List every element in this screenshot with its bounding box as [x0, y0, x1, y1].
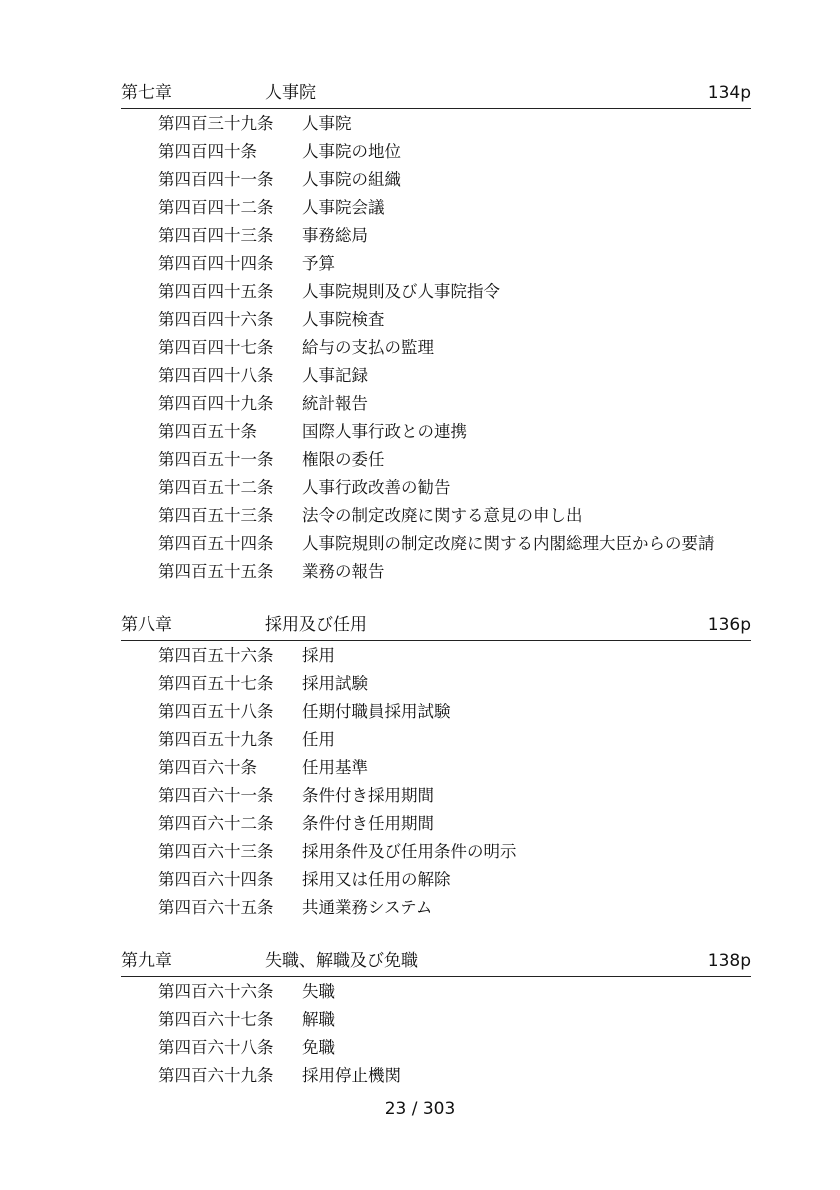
article-title: 事務総局: [302, 226, 368, 245]
chapter-title: 失職、解職及び免職: [265, 951, 418, 971]
article-number: 第四百六十二条: [158, 814, 274, 833]
article-title: 条件付き採用期間: [302, 786, 434, 805]
article-number: 第四百六十条: [158, 758, 257, 777]
article-number: 第四百四十三条: [158, 226, 274, 245]
article-title: 人事院規則の制定改廃に関する内閣総理大臣からの要請: [302, 534, 715, 553]
article-title: 採用条件及び任用条件の明示: [302, 842, 517, 861]
article-number: 第四百四十四条: [158, 254, 274, 273]
article-title: 任用基準: [302, 758, 368, 777]
chapter-page-number: 138p: [707, 951, 751, 971]
article-number: 第四百六十七条: [158, 1010, 274, 1029]
article-number: 第四百四十五条: [158, 282, 274, 301]
article-list: [158, 978, 401, 1090]
article-title: 国際人事行政との連携: [302, 422, 467, 441]
article-title: 給与の支払の監理: [302, 338, 434, 357]
article-title: 任期付職員採用試験: [302, 702, 451, 721]
article-item: [158, 418, 715, 446]
article-number: 第四百三十九条: [158, 114, 274, 133]
article-item: [158, 530, 715, 558]
article-number: 第四百四十条: [158, 142, 257, 161]
article-item: [158, 390, 715, 418]
chapter-heading: [121, 614, 751, 641]
article-title: 採用又は任用の解除: [302, 870, 451, 889]
article-number: 第四百五十二条: [158, 478, 274, 497]
article-number: 第四百四十八条: [158, 366, 274, 385]
article-item: [158, 558, 715, 586]
article-item: [158, 782, 517, 810]
article-title: 人事院規則及び人事院指令: [302, 282, 500, 301]
article-title: 採用停止機関: [302, 1066, 401, 1085]
article-number: 第四百六十三条: [158, 842, 274, 861]
article-number: 第四百五十三条: [158, 506, 274, 525]
chapter-number: 第八章: [121, 615, 172, 635]
article-title: 失職: [302, 982, 335, 1001]
article-title: 採用: [302, 646, 335, 665]
article-item: [158, 166, 715, 194]
article-number: 第四百四十七条: [158, 338, 274, 357]
chapter-number: 第九章: [121, 951, 172, 971]
article-item: [158, 978, 401, 1006]
article-item: [158, 446, 715, 474]
article-title: 権限の委任: [302, 450, 385, 469]
article-item: [158, 110, 715, 138]
article-number: 第四百四十一条: [158, 170, 274, 189]
article-number: 第四百六十九条: [158, 1066, 274, 1085]
article-title: 人事記録: [302, 366, 368, 385]
article-title: 人事行政改善の勧告: [302, 478, 451, 497]
article-number: 第四百五十九条: [158, 730, 274, 749]
article-item: [158, 894, 517, 922]
article-item: [158, 866, 517, 894]
chapter-title: 採用及び任用: [265, 615, 367, 635]
article-number: 第四百六十六条: [158, 982, 274, 1001]
article-item: [158, 474, 715, 502]
article-number: 第四百六十一条: [158, 786, 274, 805]
chapter-page-number: 134p: [707, 83, 751, 103]
article-title: 採用試験: [302, 674, 368, 693]
article-title: 人事院検査: [302, 310, 385, 329]
article-item: [158, 502, 715, 530]
chapter-heading: [121, 950, 751, 977]
article-title: 人事院: [302, 114, 352, 133]
article-item: [158, 670, 517, 698]
article-title: 解職: [302, 1010, 335, 1029]
article-number: 第四百五十四条: [158, 534, 274, 553]
article-number: 第四百五十条: [158, 422, 257, 441]
article-item: [158, 642, 517, 670]
article-title: 共通業務システム: [302, 898, 433, 917]
article-number: 第四百四十二条: [158, 198, 274, 217]
article-item: [158, 222, 715, 250]
article-title: 任用: [302, 730, 335, 749]
article-item: [158, 362, 715, 390]
article-number: 第四百六十八条: [158, 1038, 274, 1057]
article-item: [158, 250, 715, 278]
article-number: 第四百五十八条: [158, 702, 274, 721]
article-item: [158, 194, 715, 222]
article-list: [158, 642, 517, 922]
article-title: 人事院の地位: [302, 142, 401, 161]
article-title: 統計報告: [302, 394, 368, 413]
article-item: [158, 754, 517, 782]
article-item: [158, 726, 517, 754]
article-number: 第四百五十一条: [158, 450, 274, 469]
article-title: 免職: [302, 1038, 335, 1057]
article-item: [158, 278, 715, 306]
article-number: 第四百五十六条: [158, 646, 274, 665]
article-title: 法令の制定改廃に関する意見の申し出: [302, 506, 583, 525]
article-item: [158, 698, 517, 726]
article-item: [158, 306, 715, 334]
chapter-page-number: 136p: [707, 615, 751, 635]
article-title: 条件付き任用期間: [302, 814, 434, 833]
article-title: 予算: [302, 254, 335, 273]
article-item: [158, 1034, 401, 1062]
article-item: [158, 1006, 401, 1034]
article-number: 第四百六十四条: [158, 870, 274, 889]
article-number: 第四百六十五条: [158, 898, 274, 917]
chapter-heading: [121, 82, 751, 109]
article-number: 第四百四十九条: [158, 394, 274, 413]
article-title: 人事院の組織: [302, 170, 401, 189]
chapter-number: 第七章: [121, 83, 172, 103]
article-title: 業務の報告: [302, 562, 385, 581]
page-indicator: 23 / 303: [384, 1099, 456, 1119]
article-item: [158, 810, 517, 838]
article-number: 第四百五十七条: [158, 674, 274, 693]
article-number: 第四百四十六条: [158, 310, 274, 329]
article-item: [158, 334, 715, 362]
article-item: [158, 838, 517, 866]
article-title: 人事院会議: [302, 198, 385, 217]
article-item: [158, 138, 715, 166]
article-item: [158, 1062, 401, 1090]
article-number: 第四百五十五条: [158, 562, 274, 581]
chapter-title: 人事院: [265, 83, 316, 103]
article-list: [158, 110, 715, 586]
